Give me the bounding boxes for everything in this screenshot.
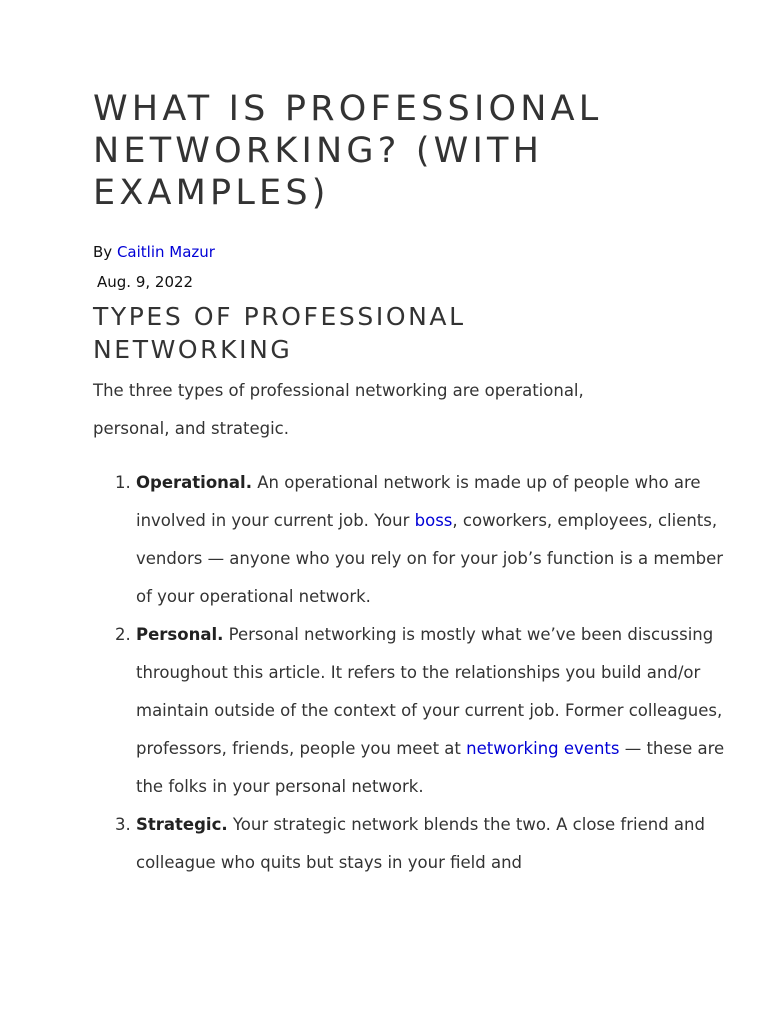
list-item-strategic [136, 806, 726, 882]
term-strategic: Strategic. [136, 815, 228, 834]
network-types-list [93, 464, 726, 882]
operational-text-2: , coworkers, employees, clients, vendors — anyone who you rely on for your job’s function is a member of your operational network. [136, 511, 724, 606]
section-heading: TYPES OF PROFESSIONAL NETWORKING [93, 302, 466, 364]
byline-prefix: By [93, 243, 117, 261]
list-item-personal [136, 616, 726, 806]
boss-link[interactable]: boss [414, 511, 453, 530]
publish-date: Aug. 9, 2022 [97, 273, 194, 291]
operational-text-1: An operational network is made up of people who are involved in your current job. Your [136, 473, 701, 530]
personal-text-1: Personal networking is mostly what we’ve been discussing throughout this article. It refers to the relationships you build and/or maintain outside of the context of your current job. Former colleagues, professors, friends, people you meet at [136, 625, 723, 758]
section-intro: The three types of professional networking are operational, personal, and strategic. [93, 381, 584, 438]
personal-text-2: — these are the folks in your personal network. [136, 739, 725, 796]
author-link[interactable]: Caitlin Mazur [116, 243, 215, 261]
article-title: WHAT IS PROFESSIONAL NETWORKING? (WITH EXAMPLES) [93, 89, 603, 213]
list-item-operational [136, 464, 726, 616]
term-operational: Operational. [136, 473, 252, 492]
strategic-text: Your strategic network blends the two. A close friend and colleague who quits but stays in your field and [136, 815, 705, 872]
term-personal: Personal. [136, 625, 224, 644]
byline [93, 242, 215, 262]
networking-events-link[interactable]: networking events [466, 739, 620, 758]
